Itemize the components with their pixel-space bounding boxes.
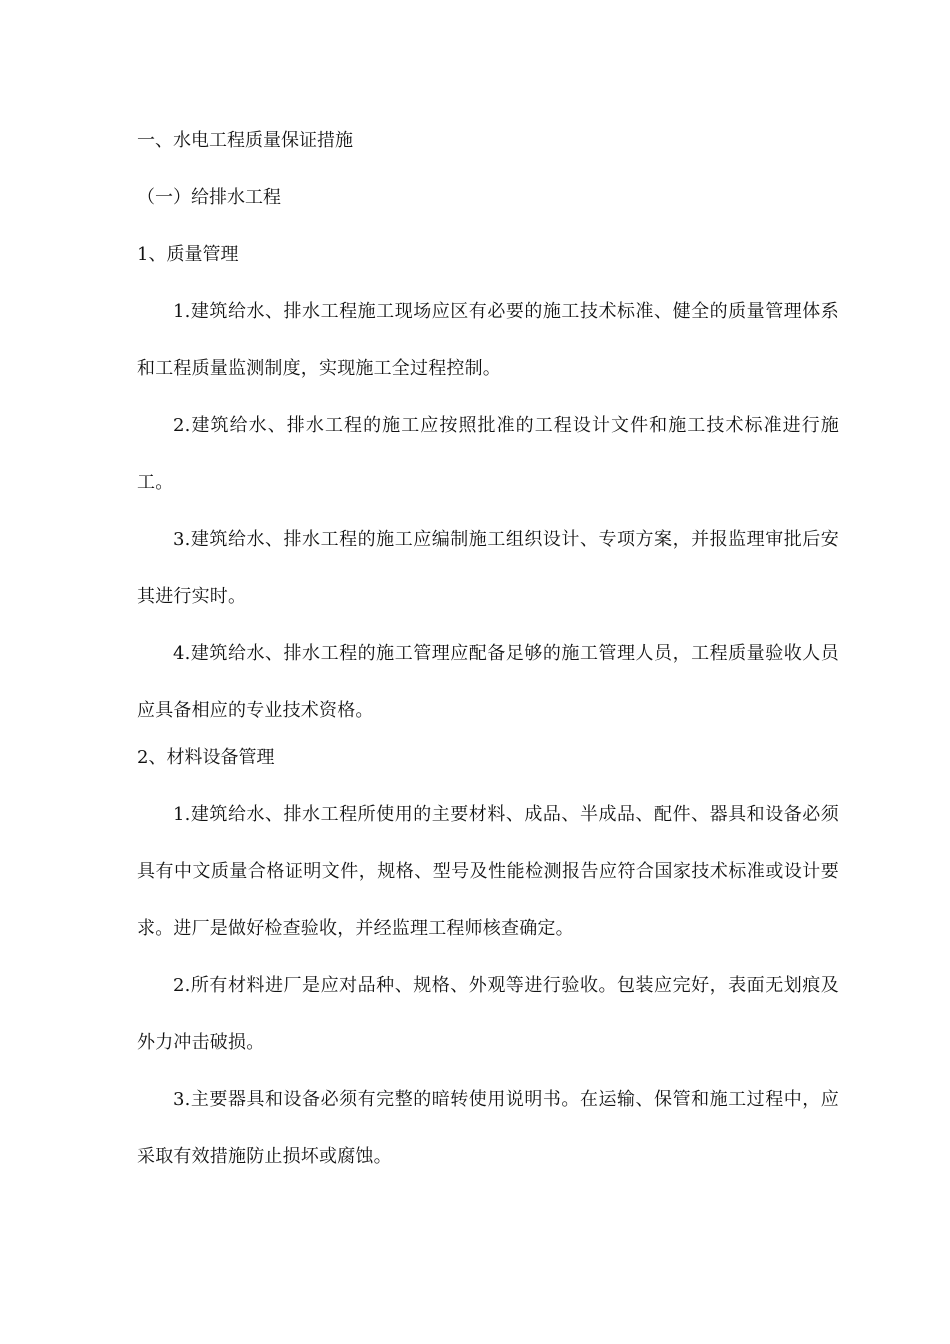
section1-list: [137, 283, 839, 739]
section2-item-1: 1.建筑给水、排水工程所使用的主要材料、成品、半成品、配件、器具和设备必须具有中文质量合格证明文件，规格、型号及性能检测报告应符合国家技术标准或设计要求。进厂是做好检查验收，并经监理工程师核查确定。: [137, 804, 839, 939]
section-heading-material-equipment: 2、材料设备管理: [137, 747, 275, 768]
section1-item-4: 4.建筑给水、排水工程的施工管理应配备足够的施工管理人员，工程质量验收人员应具备相应的专业技术资格。: [137, 643, 839, 721]
subchapter-heading: （一）给排水工程: [137, 187, 281, 208]
section2-item-3: 3.主要器具和设备必须有完整的暗转使用说明书。在运输、保管和施工过程中，应采取有效措施防止损坏或腐蚀。: [137, 1089, 839, 1167]
chapter-heading: 一、水电工程质量保证措施: [137, 130, 353, 151]
section1-item-3: 3.建筑给水、排水工程的施工应编制施工组织设计、专项方案，并报监理审批后安其进行实时。: [137, 529, 839, 607]
section-heading-quality-management: 1、质量管理: [137, 244, 239, 265]
section2-list: [137, 786, 839, 1185]
document-body: [137, 122, 839, 1185]
section1-item-2: 2.建筑给水、排水工程的施工应按照批准的工程设计文件和施工技术标准进行施工。: [137, 415, 839, 493]
section2-item-2: 2.所有材料进厂是应对品种、规格、外观等进行验收。包装应完好，表面无划痕及外力冲击破损。: [137, 975, 839, 1053]
section1-item-1: 1.建筑给水、排水工程施工现场应区有必要的施工技术标准、健全的质量管理体系和工程质量监测制度，实现施工全过程控制。: [137, 301, 839, 379]
